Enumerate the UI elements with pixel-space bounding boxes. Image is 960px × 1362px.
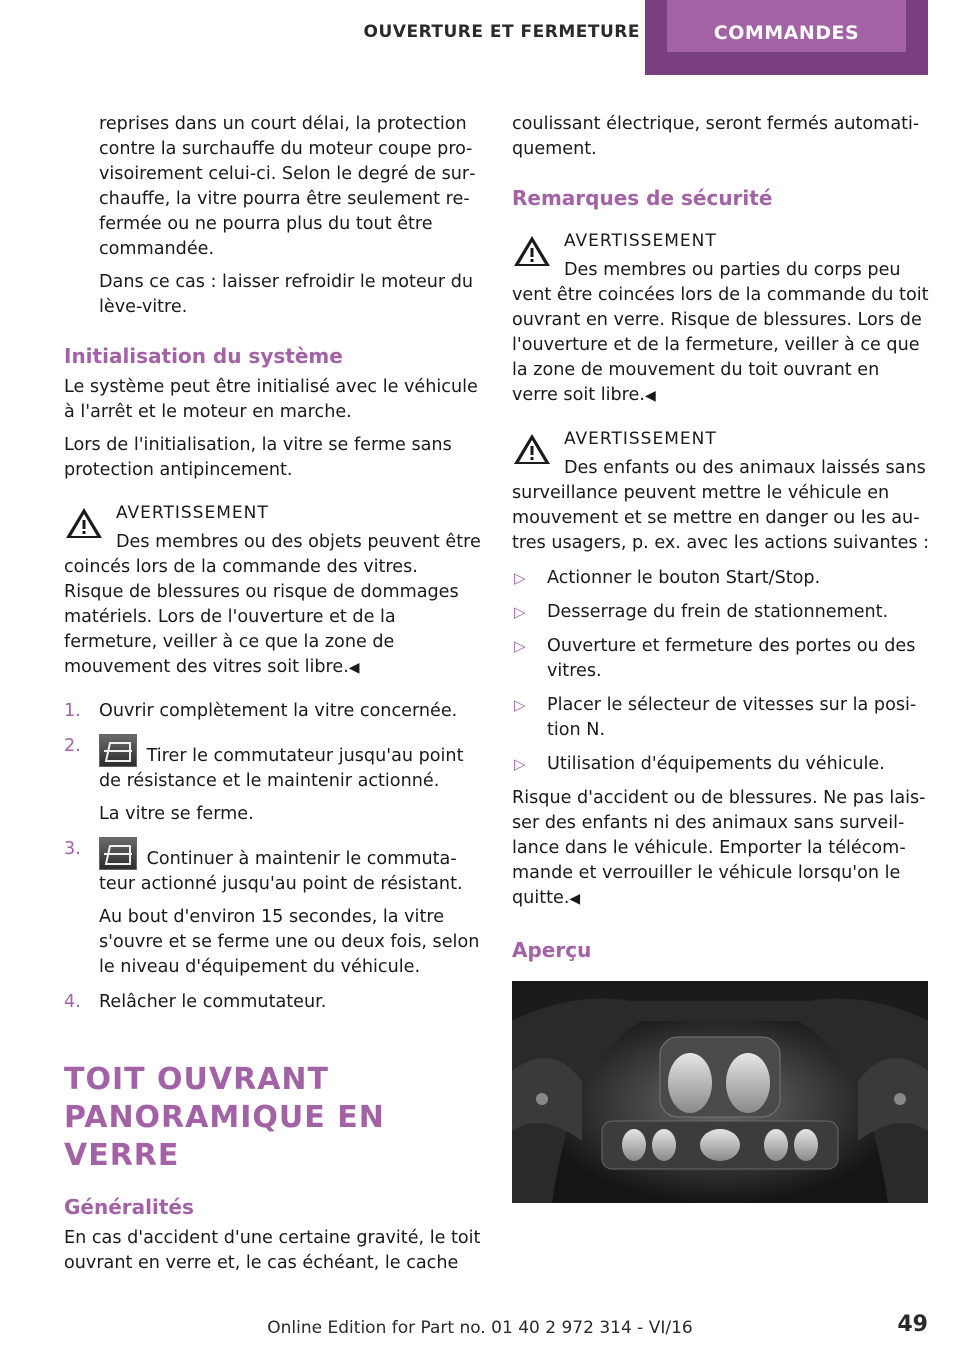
paragraph: Lors de l'initialisation, la vitre se ferme sans protection antipincement. — [64, 435, 452, 480]
warning-title: AVERTISSEMENT — [564, 429, 717, 449]
list-item — [512, 752, 930, 777]
bullet-text: Ouverture et fermeture des portes ou des vitres. — [547, 636, 916, 681]
heading-initialisation: Initialisation du système — [64, 344, 343, 368]
list-item — [64, 699, 482, 724]
left-column — [64, 112, 482, 1284]
chapter-tab — [645, 0, 928, 75]
page-number: 49 — [897, 1312, 928, 1337]
step-subtext: Au bout d'environ 15 secondes, la vitre s'ouvre et se ferme une ou deux fois, selon le niveau d'équipement du véhicule. — [99, 907, 480, 977]
paragraph: reprises dans un court délai, la protection contre la surchauffe du moteur coupe provisoirement celui-ci. Selon le degré de surchauffe, la vitre pourra être seulement refermée ou ne pourra plus du tout être commandée. — [99, 114, 476, 259]
heading-panoramic-roof: TOIT OUVRANT PANORAMIQUE EN VERRE — [64, 1062, 385, 1173]
right-column — [512, 112, 930, 1203]
warning-text-rest: surveillance peuvent mettre le véhicule en mouvement et se mettre en danger ou les autres usagers, p. ex. avec les actions suivantes : — [512, 483, 930, 553]
list-item — [64, 837, 482, 980]
paragraph: Le système peut être initialisé avec le véhicule à l'arrêt et le moteur en marche. — [64, 377, 478, 422]
end-mark: ◀ — [348, 660, 360, 676]
warning-text — [64, 555, 482, 681]
step-text: Relâcher le commutateur. — [99, 992, 327, 1012]
warning-title: AVERTISSEMENT — [116, 503, 269, 523]
window-switch-icon — [99, 734, 137, 767]
warning-block — [64, 501, 482, 681]
warning-text-first: Des enfants ou des animaux laissés sans — [564, 458, 926, 478]
steps-list — [64, 699, 482, 1015]
bullet-list — [512, 566, 930, 777]
chapter-tab-label: COMMANDES — [667, 0, 906, 52]
list-item — [512, 693, 930, 743]
heading-generalites: Généralités — [64, 1195, 194, 1219]
warning-text-first: Des membres ou des objets peuvent être — [116, 532, 481, 552]
list-item — [64, 990, 482, 1015]
step-number: 1. — [64, 701, 81, 721]
overhead-console-illustration — [512, 981, 928, 1203]
list-item — [512, 634, 930, 684]
warning-title: AVERTISSEMENT — [564, 231, 717, 251]
step-text: Continuer à maintenir le commutateur actionné jusqu'au point de résistant. — [99, 849, 463, 894]
bullet-text: Utilisation d'équipements du véhicule. — [547, 754, 885, 774]
warning-tail-text: Risque d'accident ou de blessures. Ne pas laisser des enfants ni des animaux sans surveillance dans le véhicule. Emporter la télécommande et verrouiller le véhicule lorsqu'on le quitte. — [512, 788, 926, 908]
step-text: Tirer le commutateur jusqu'au point de résistance et le maintenir actionné. — [99, 746, 464, 791]
step-number: 3. — [64, 839, 81, 859]
paragraph: Dans ce cas : laisser refroidir le moteur du lève-vitre. — [99, 272, 474, 317]
step-text: Ouvrir complètement la vitre concernée. — [99, 701, 458, 721]
list-item — [512, 566, 930, 591]
list-item — [64, 734, 482, 827]
heading-apercu: Aperçu — [512, 938, 592, 962]
warning-text-rest: vent être coincées lors de la commande du toit ouvrant en verre. Risque de blessures. Lors de l'ouverture et de la fermeture, veiller à ce que la zone de mouvement du toit ouvrant en verre soit libre. — [512, 285, 929, 405]
warning-block — [512, 229, 930, 409]
footer-edition: Online Edition for Part no. 01 40 2 972 314 - VI/16 — [267, 1318, 693, 1338]
bullet-marker: ▷ — [514, 637, 526, 655]
paragraph: coulissant électrique, seront fermés automatiquement. — [512, 114, 920, 159]
warning-text-rest: coincés lors de la commande des vitres. Risque de blessures ou risque de dommages matériels. Lors de l'ouverture et de la fermeture, veiller à ce que la zone de mouvement des vitres soit libre. — [64, 557, 459, 677]
list-item — [512, 600, 930, 625]
warning-text-first: Des membres ou parties du corps peu — [564, 260, 901, 280]
end-mark: ◀ — [644, 388, 656, 404]
step-number: 2. — [64, 736, 81, 756]
warning-tail — [512, 786, 930, 912]
warning-triangle-icon — [512, 431, 552, 466]
bullet-text: Desserrage du frein de stationnement. — [547, 602, 889, 622]
heading-safety: Remarques de sécurité — [512, 186, 773, 210]
window-switch-icon — [99, 837, 137, 870]
paragraph: En cas d'accident d'une certaine gravité, le toit ouvrant en verre et, le cas échéant, le cache — [64, 1228, 481, 1273]
warning-block — [512, 427, 930, 556]
warning-triangle-icon — [512, 233, 552, 268]
bullet-text: Placer le sélecteur de vitesses sur la position N. — [547, 695, 917, 740]
bullet-marker: ▷ — [514, 696, 526, 714]
step-number: 4. — [64, 992, 81, 1012]
overhead-console-photo — [512, 981, 928, 1203]
bullet-marker: ▷ — [514, 603, 526, 621]
step-subtext: La vitre se ferme. — [99, 804, 254, 824]
end-mark: ◀ — [569, 891, 581, 907]
bullet-marker: ▷ — [514, 569, 526, 587]
bullet-marker: ▷ — [514, 755, 526, 773]
warning-text — [512, 283, 930, 409]
running-header-section: OUVERTURE ET FERMETURE — [363, 22, 640, 42]
bullet-text: Actionner le bouton Start/Stop. — [547, 568, 821, 588]
warning-triangle-icon — [64, 505, 104, 540]
